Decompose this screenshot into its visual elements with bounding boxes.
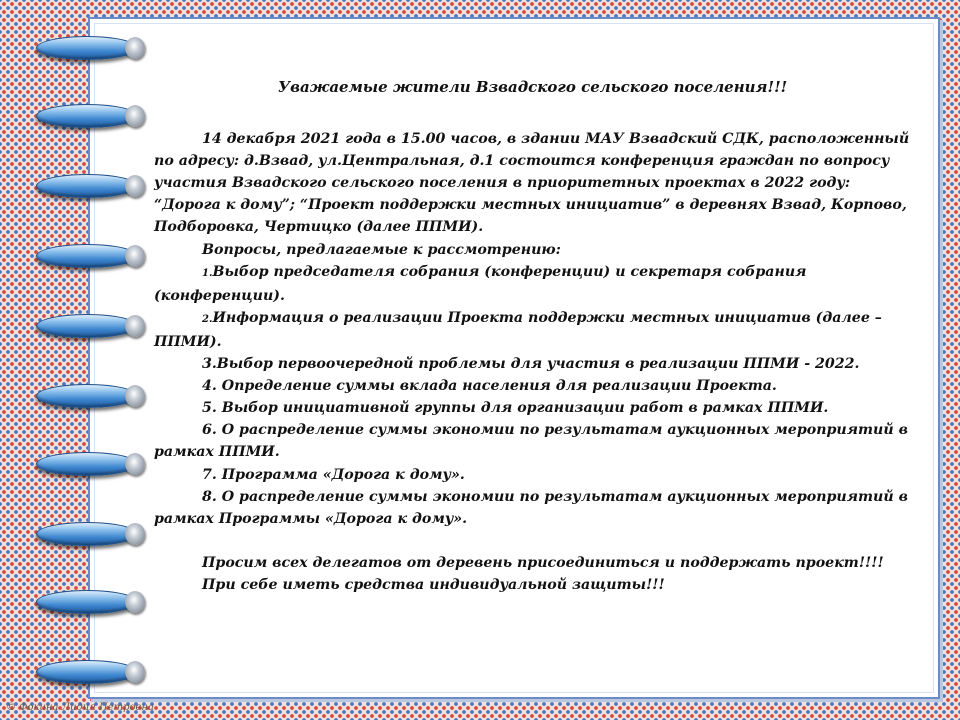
spiral-ring-icon bbox=[36, 590, 138, 614]
agenda-item-5: 5. Выбор инициативной группы для организации работ в рамках ППМИ. bbox=[202, 400, 829, 417]
agenda-item-text: Выбор председателя собрания (конференции) и секретаря собрания (конференции). bbox=[154, 263, 807, 304]
agenda-item-2 bbox=[154, 307, 914, 353]
spiral-ring-icon bbox=[36, 104, 138, 128]
spiral-ring-icon bbox=[36, 36, 138, 60]
agenda-item-1 bbox=[154, 261, 914, 307]
notice-intro: 14 декабря 2021 года в 15.00 часов, в здании МАУ Взвадский СДК, расположенный по адресу: д.Взвад, ул.Центральная, д.1 состоится конференция граждан по вопросу участия Взвадского сельского поселения в приоритетных проектах в 2022 году: “Дорога к дому”; “Проект поддержки местных инициатив” в деревнях Взвад, Корпово, Подборовка, Чертицко (далее ППМИ). bbox=[154, 131, 910, 236]
agenda-item-7: 7. Программа «Дорога к дому». bbox=[202, 466, 465, 483]
spiral-ring-icon bbox=[36, 314, 138, 338]
copyright-signature: © Фокина Лидия Петровна bbox=[6, 702, 154, 713]
notice-document bbox=[154, 76, 914, 596]
agenda-item-6: 6. О распределение суммы экономии по результатам аукционных мероприятий в рамках ППМИ. bbox=[154, 422, 908, 461]
agenda-heading: Вопросы, предлагаемые к рассмотрению: bbox=[202, 241, 561, 258]
closing-appeal: Просим всех делегатов от деревень присоединиться и поддержать проект!!!! bbox=[202, 554, 884, 571]
agenda-item-4: 4. Определение суммы вклада населения для реализации Проекта. bbox=[202, 378, 777, 395]
agenda-item-text: Информация о реализации Проекта поддержки местных инициатив (далее – ППМИ). bbox=[154, 309, 882, 350]
closing-reminder: При себе иметь средства индивидуальной защиты!!! bbox=[202, 576, 665, 593]
agenda-item-number: 1. bbox=[202, 267, 213, 279]
spiral-ring-icon bbox=[36, 174, 138, 198]
spiral-ring-icon bbox=[36, 384, 138, 408]
spiral-ring-icon bbox=[36, 244, 138, 268]
spacer bbox=[154, 530, 914, 552]
agenda-item-3: 3.Выбор первоочередной проблемы для участия в реализации ППМИ - 2022. bbox=[202, 356, 860, 373]
spiral-ring-icon bbox=[36, 452, 138, 476]
notice-title: Уважаемые жители Взвадского сельского поселения!!! bbox=[278, 78, 788, 96]
agenda-item-number: 2. bbox=[202, 313, 213, 325]
spiral-ring-icon bbox=[36, 660, 138, 684]
agenda-item-8: 8. О распределение суммы экономии по результатам аукционных мероприятий в рамках Программы «Дорога к дому». bbox=[154, 488, 908, 527]
spiral-ring-icon bbox=[36, 522, 138, 546]
